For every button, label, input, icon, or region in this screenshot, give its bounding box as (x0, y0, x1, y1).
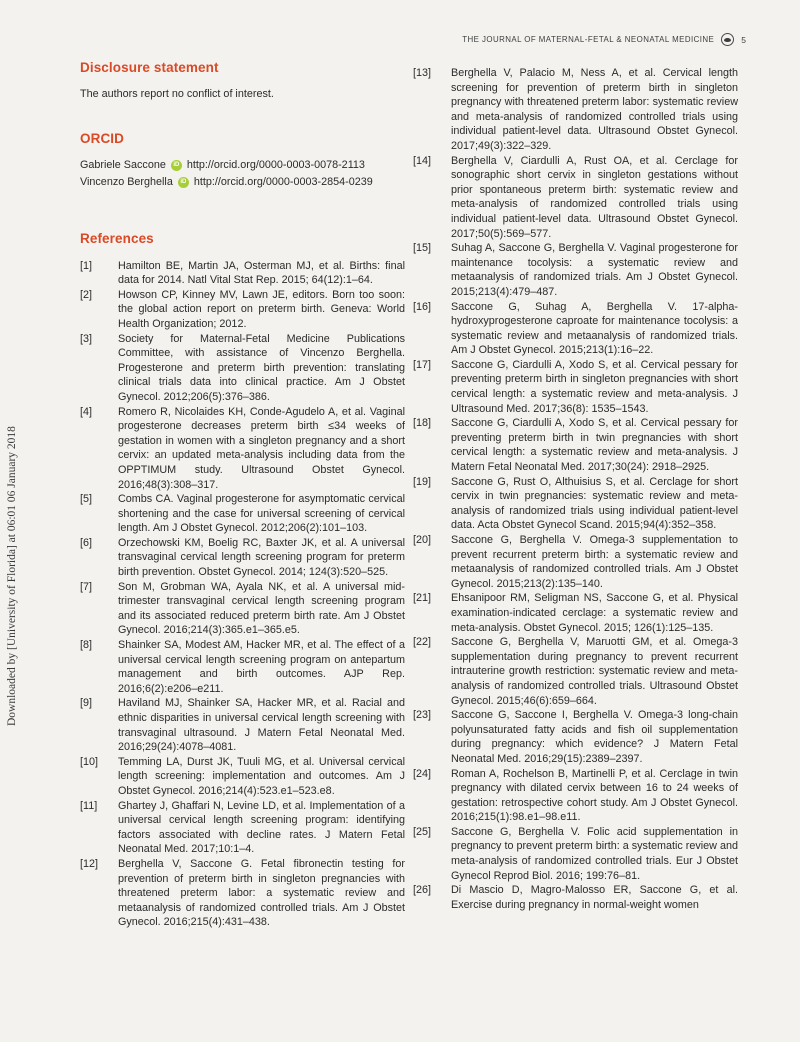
reference-number: [5] (80, 493, 93, 506)
orcid-entries (80, 157, 405, 191)
page-header (462, 33, 746, 46)
page-number: 5 (741, 34, 746, 45)
references-list-left (80, 259, 405, 930)
reference-number: [9] (80, 697, 93, 710)
journal-title: THE JOURNAL OF MATERNAL-FETAL & NEONATAL MEDICINE (462, 35, 715, 44)
reference-text: Combs CA. Vaginal progesterone for asymptomatic cervical shortening and the case for universal screening of cervical length. Am J Obstet Gynecol. 2012;206(2):101–103. (118, 493, 405, 535)
reference-number: [11] (80, 799, 98, 812)
reference-item (80, 580, 405, 638)
reference-number: [3] (80, 332, 93, 345)
download-watermark: Downloaded by [University of Florida] at 06:01 06 January 2018 (6, 426, 18, 726)
reference-text: Saccone G, Saccone I, Berghella V. Omega-3 long-chain polyunsaturated fatty acids and fish oil supplementation during pregnancy: which evidence? J Matern Fetal Neonatal Med. 2016;29(15):2389–2397. (451, 709, 738, 765)
reference-number: [13] (413, 67, 432, 79)
reference-text: Haviland MJ, Shainker SA, Hacker MR, et al. Racial and ethnic disparities in universal cervical length screening with transvaginal ultrasound. J Matern Fetal Neonatal Med. 2016;29(24):4078–4081. (118, 697, 405, 754)
reference-number: [10] (80, 755, 99, 768)
disclosure-body: The authors report no conflict of interest. (80, 88, 274, 100)
reference-number: [4] (80, 405, 93, 418)
reference-number: [19] (413, 475, 432, 488)
reference-text: Saccone G, Suhag A, Berghella V. 17-alpha-hydroxyprogesterone caproate for maintenance tocolysis: a systematic review and metaanalysis of randomized trials. Am J Obstet Gynecol. 2015;213(1):16–22. (451, 300, 738, 357)
reference-item (413, 708, 738, 766)
reference-number: [14] (413, 154, 432, 167)
reference-number: [17] (413, 358, 432, 371)
reference-item (80, 536, 405, 580)
reference-text: Berghella V, Ciardulli A, Rust OA, et al. Cerclage for sonographic short cervix in singleton gestations without prior spontaneous preterm birth: systematic review and meta-analysis of randomized controlled trials using individual patient-level data. Ultrasound Obstet Gynecol. 2017;50(5):569–577. (451, 154, 738, 240)
reference-text: Di Mascio D, Magro-Malosso ER, Saccone G, et al. Exercise during pregnancy in normal-weight women (451, 884, 738, 911)
reference-text: Roman A, Rochelson B, Martinelli P, et al. Cerclage in twin pregnancy with dilated cervix between 16 to 24 weeks of gestation: retrospective cohort study. Am J Obstet Gynecol. 2016;215(1):98.e1–98.e11. (451, 767, 738, 824)
reference-number: [6] (80, 536, 93, 549)
reference-text: Romero R, Nicolaides KH, Conde-Agudelo A, et al. Vaginal progesterone decreases preterm birth ≤34 weeks of gestation in women with a singleton pregnancy and a short cervix: an updated meta-analysis including data from the OPPTIMUM study. Ultrasound Obstet Gynecol. 2016;48(3):308–317. (118, 405, 405, 491)
reference-number: [24] (413, 767, 432, 780)
reference-number: [21] (413, 592, 432, 605)
orcid-entry (80, 157, 405, 174)
reference-text: Saccone G, Berghella V, Maruotti GM, et al. Omega-3 supplementation during pregnancy to prevent recurrent intrauterine growth restriction: systematic review and meta-analysis of randomized controlled trials. Ultrasound Obstet Gynecol. 2015;46(6):659–664. (451, 636, 738, 707)
reference-item (80, 332, 405, 405)
orcid-author-name: Vincenzo Berghella (80, 175, 173, 188)
reference-text: Saccone G, Rust O, Althuisius S, et al. Cerclage for short cervix in twin pregnancies: systematic review and meta-analysis of randomized trials using individual patient-level data. Acta Obstet Gynecol Scand. 2015;94(4):352–358. (451, 475, 738, 532)
reference-number: [25] (413, 825, 432, 838)
reference-item (413, 591, 738, 635)
orcid-link[interactable]: http://orcid.org/0000-0003-2854-0239 (193, 175, 373, 188)
reference-item (80, 799, 405, 857)
reference-text: Saccone G, Berghella V. Omega-3 supplementation to prevent recurrent preterm birth: a systematic review and metaanalysis of randomized controlled trials. Am J Obstet Gynecol. 2015;213(2):135–140. (451, 534, 738, 590)
reference-item (80, 492, 405, 536)
reference-text: Berghella V, Saccone G. Fetal fibronectin testing for prevention of preterm birth in singleton pregnancies with threatened preterm labor: a systematic review and metaanalysis of randomized controlled trials. Am J Obstet Gynecol. 2016;215(4):431–438. (118, 857, 405, 929)
reference-text: Suhag A, Saccone G, Berghella V. Vaginal progesterone for maintenance tocolysis: a systematic review and metaanalysis of randomized trials. Am J Obstet Gynecol. 2015;213(4):479–487. (451, 242, 738, 298)
journal-logo-icon (721, 33, 734, 46)
reference-number: [2] (80, 288, 93, 301)
reference-item (413, 241, 738, 299)
orcid-icon: iD (171, 160, 182, 171)
reference-item (413, 475, 738, 533)
orcid-section (80, 131, 405, 191)
orcid-heading: ORCID (80, 130, 124, 146)
references-section (80, 231, 405, 930)
reference-item (413, 825, 738, 883)
reference-item (413, 358, 738, 416)
reference-number: [16] (413, 300, 432, 313)
reference-number: [12] (80, 857, 99, 870)
orcid-author-name: Gabriele Saccone (80, 158, 166, 171)
reference-item (80, 755, 405, 799)
disclosure-section (80, 60, 405, 102)
reference-text: Saccone G, Ciardulli A, Xodo S, et al. Cervical pessary for preventing preterm birth in twin pregnancies with short cervical length: a systematic review and meta-analysis. J Matern Fetal Neonatal Med. 2017;30(24): 2918–2925. (451, 417, 738, 474)
references-list-right (413, 66, 738, 912)
left-column (80, 60, 405, 930)
reference-number: [22] (413, 636, 432, 649)
reference-item (80, 638, 405, 696)
reference-text: Howson CP, Kinney MV, Lawn JE, editors. Born too soon: the global action report on preterm birth. Geneva: World Health Organization; 2012. (118, 288, 405, 330)
reference-number: [23] (413, 709, 432, 722)
right-column (413, 66, 738, 912)
reference-number: [8] (80, 639, 93, 652)
reference-text: Saccone G, Berghella V. Folic acid supplementation in pregnancy to prevent preterm birth: a systematic review and meta-analysis of randomized controlled trials. Eur J Obstet Gynecol Reprod Biol. 2016; 199:76–81. (451, 825, 738, 882)
reference-item (80, 288, 405, 332)
reference-number: [15] (413, 242, 432, 255)
reference-text: Orzechowski KM, Boelig RC, Baxter JK, et al. A universal transvaginal cervical length screening program for preterm birth prevention. Obstet Gynecol. 2014; 124(3):520–525. (118, 536, 405, 579)
reference-text: Saccone G, Ciardulli A, Xodo S, et al. Cervical pessary for preventing preterm birth in singleton pregnancies with short cervical length: a systematic review and meta-analysis. J Ultrasound Med. 2017;36(8): 1535–1543. (451, 358, 738, 415)
reference-item (413, 66, 738, 154)
reference-number: [18] (413, 417, 432, 430)
reference-text: Son M, Grobman WA, Ayala NK, et al. A universal mid-trimester transvaginal cervical length screening program and its associated reduced preterm birth rate. Am J Obstet Gynecol. 2016;214(3):365.e1–365.e5. (118, 580, 405, 637)
reference-text: Temming LA, Durst JK, Tuuli MG, et al. Universal cervical length screening: implementation and outcomes. Am J Obstet Gynecol. 2016;214(4):523.e1–523.e8. (118, 755, 405, 797)
reference-item (413, 154, 738, 242)
reference-text: Hamilton BE, Martin JA, Osterman MJ, et al. Births: final data for 2014. Natl Vital Stat Rep. 2015; 64(12):1–64. (118, 259, 405, 287)
reference-item (413, 300, 738, 358)
orcid-icon: iD (178, 177, 189, 188)
reference-text: Berghella V, Palacio M, Ness A, et al. Cervical length screening for prevention of preterm birth in singleton pregnancy with threatened preterm labor: systematic review and meta-analysis of randomized controlled trials using individual patient-level data. Ultrasound Obstet Gynecol. 2017;49(3):322–329. (451, 67, 738, 152)
reference-item (80, 259, 405, 288)
reference-number: [26] (413, 884, 432, 897)
reference-text: Ehsanipoor RM, Seligman NS, Saccone G, et al. Physical examination-indicated cerclage: a systematic review and meta-analysis. Obstet Gynecol. 2015; 126(1):125–135. (451, 592, 738, 634)
reference-item (413, 767, 738, 825)
reference-item (413, 635, 738, 708)
reference-item (413, 416, 738, 474)
reference-text: Ghartey J, Ghaffari N, Levine LD, et al. Implementation of a universal cervical length screening program: identifying factors associated with decline rates. J Matern Fetal Neonatal Med. 2017;10:1–4. (118, 799, 405, 856)
reference-text: Shainker SA, Modest AM, Hacker MR, et al. The effect of a universal cervical length screening program on antepartum management and birth outcomes. AJP Rep. 2016;6(2):e206–e211. (118, 639, 405, 695)
reference-item (413, 533, 738, 591)
reference-item (80, 405, 405, 493)
reference-number: [20] (413, 534, 432, 546)
reference-number: [1] (80, 259, 93, 272)
reference-item (413, 883, 738, 912)
disclosure-heading: Disclosure statement (80, 60, 219, 75)
orcid-entry (80, 174, 405, 191)
reference-item (80, 696, 405, 754)
orcid-link[interactable]: http://orcid.org/0000-0003-0078-2113 (186, 158, 365, 171)
references-heading: References (80, 230, 154, 246)
reference-text: Society for Maternal-Fetal Medicine Publications Committee, with assistance of Vincenzo Berghella. Progesterone and preterm birth prevention: translating clinical trials data into clinical practice. Am J Obstet Gynecol. 2012;206(5):376–386. (118, 332, 405, 403)
reference-number: [7] (80, 580, 93, 593)
reference-item (80, 857, 405, 930)
